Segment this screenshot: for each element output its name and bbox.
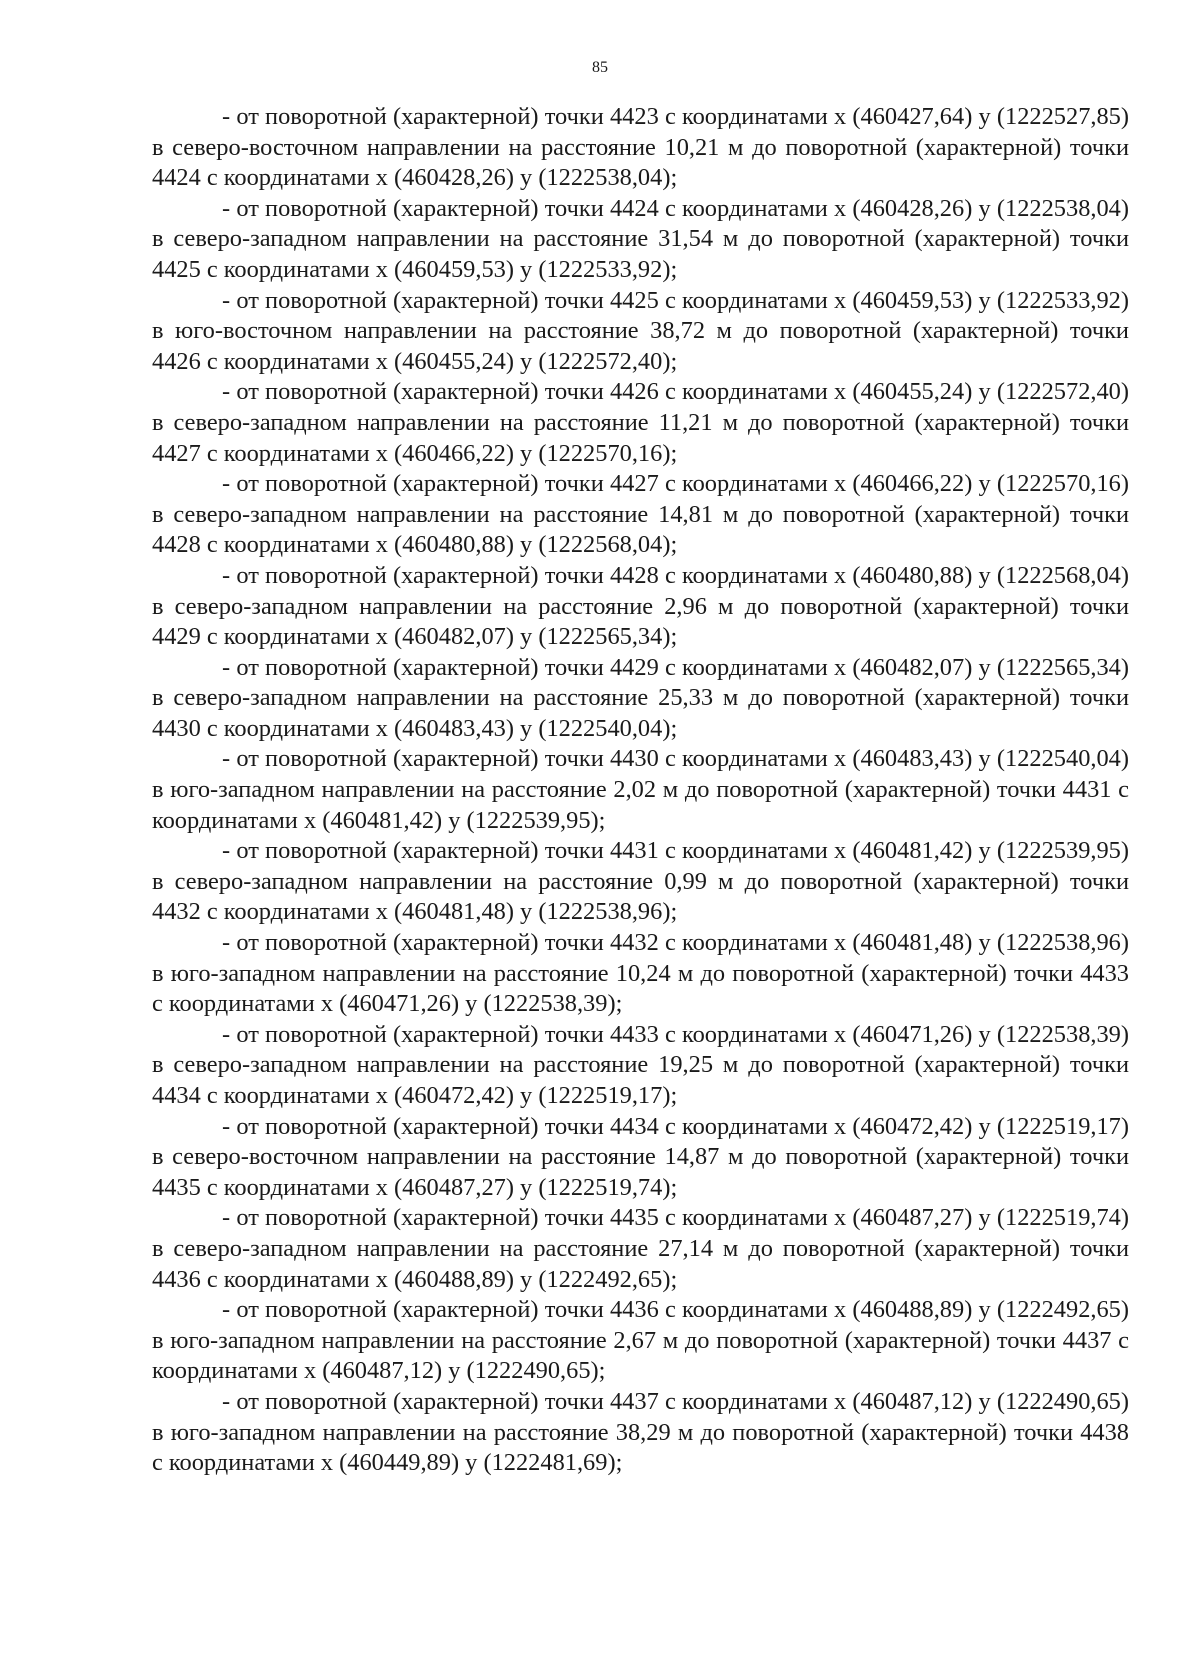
- boundary-paragraph: - от поворотной (характерной) точки 4430 с координатами х (460483,43) у (1222540,04) в юго-западном направлении на расстояние 2,02 м до поворотной (характерной) точки 4431 с координатами х (460481,42) у (1222539,95);: [152, 745, 1129, 834]
- boundary-paragraph: - от поворотной (характерной) точки 4427 с координатами х (460466,22) у (1222570,16) в северо-западном направлении на расстояние 14,81 м до поворотной (характерной) точки 4428 с координатами х (460480,88) у (1222568,04);: [152, 470, 1129, 559]
- document-body: [152, 102, 1129, 1479]
- page-number: 85: [592, 59, 608, 76]
- boundary-paragraph: - от поворотной (характерной) точки 4436 с координатами х (460488,89) у (1222492,65) в юго-западном направлении на расстояние 2,67 м до поворотной (характерной) точки 4437 с координатами х (460487,12) у (1222490,65);: [152, 1296, 1129, 1385]
- boundary-paragraph: - от поворотной (характерной) точки 4424 с координатами х (460428,26) у (1222538,04) в северо-западном направлении на расстояние 31,54 м до поворотной (характерной) точки 4425 с координатами х (460459,53) у (1222533,92);: [152, 194, 1129, 283]
- boundary-paragraph: - от поворотной (характерной) точки 4425 с координатами х (460459,53) у (1222533,92) в юго-восточном направлении на расстояние 38,72 м до поворотной (характерной) точки 4426 с координатами х (460455,24) у (1222572,40);: [152, 286, 1129, 375]
- boundary-paragraph: - от поворотной (характерной) точки 4435 с координатами х (460487,27) у (1222519,74) в северо-западном направлении на расстояние 27,14 м до поворотной (характерной) точки 4436 с координатами х (460488,89) у (1222492,65);: [152, 1204, 1129, 1293]
- boundary-paragraph: - от поворотной (характерной) точки 4433 с координатами х (460471,26) у (1222538,39) в северо-западном направлении на расстояние 19,25 м до поворотной (характерной) точки 4434 с координатами х (460472,42) у (1222519,17);: [152, 1020, 1129, 1109]
- boundary-paragraph: - от поворотной (характерной) точки 4426 с координатами х (460455,24) у (1222572,40) в северо-западном направлении на расстояние 11,21 м до поворотной (характерной) точки 4427 с координатами х (460466,22) у (1222570,16);: [152, 378, 1129, 467]
- boundary-paragraph: - от поворотной (характерной) точки 4431 с координатами х (460481,42) у (1222539,95) в северо-западном направлении на расстояние 0,99 м до поворотной (характерной) точки 4432 с координатами х (460481,48) у (1222538,96);: [152, 837, 1129, 926]
- boundary-paragraph: - от поворотной (характерной) точки 4429 с координатами х (460482,07) у (1222565,34) в северо-западном направлении на расстояние 25,33 м до поворотной (характерной) точки 4430 с координатами х (460483,43) у (1222540,04);: [152, 653, 1129, 742]
- boundary-paragraph: - от поворотной (характерной) точки 4428 с координатами х (460480,88) у (1222568,04) в северо-западном направлении на расстояние 2,96 м до поворотной (характерной) точки 4429 с координатами х (460482,07) у (1222565,34);: [152, 561, 1129, 651]
- boundary-paragraph: - от поворотной (характерной) точки 4437 с координатами х (460487,12) у (1222490,65) в юго-западном направлении на расстояние 38,29 м до поворотной (характерной) точки 4438 с координатами х (460449,89) у (1222481,69);: [152, 1387, 1129, 1477]
- boundary-paragraph: - от поворотной (характерной) точки 4423 с координатами х (460427,64) у (1222527,85) в северо-восточном направлении на расстояние 10,21 м до поворотной (характерной) точки 4424 с координатами х (460428,26) у (1222538,04);: [152, 103, 1129, 192]
- boundary-paragraph: - от поворотной (характерной) точки 4432 с координатами х (460481,48) у (1222538,96) в юго-западном направлении на расстояние 10,24 м до поворотной (характерной) точки 4433 с координатами х (460471,26) у (1222538,39);: [152, 929, 1129, 1018]
- boundary-paragraph: - от поворотной (характерной) точки 4434 с координатами х (460472,42) у (1222519,17) в северо-восточном направлении на расстояние 14,87 м до поворотной (характерной) точки 4435 с координатами х (460487,27) у (1222519,74);: [152, 1112, 1129, 1201]
